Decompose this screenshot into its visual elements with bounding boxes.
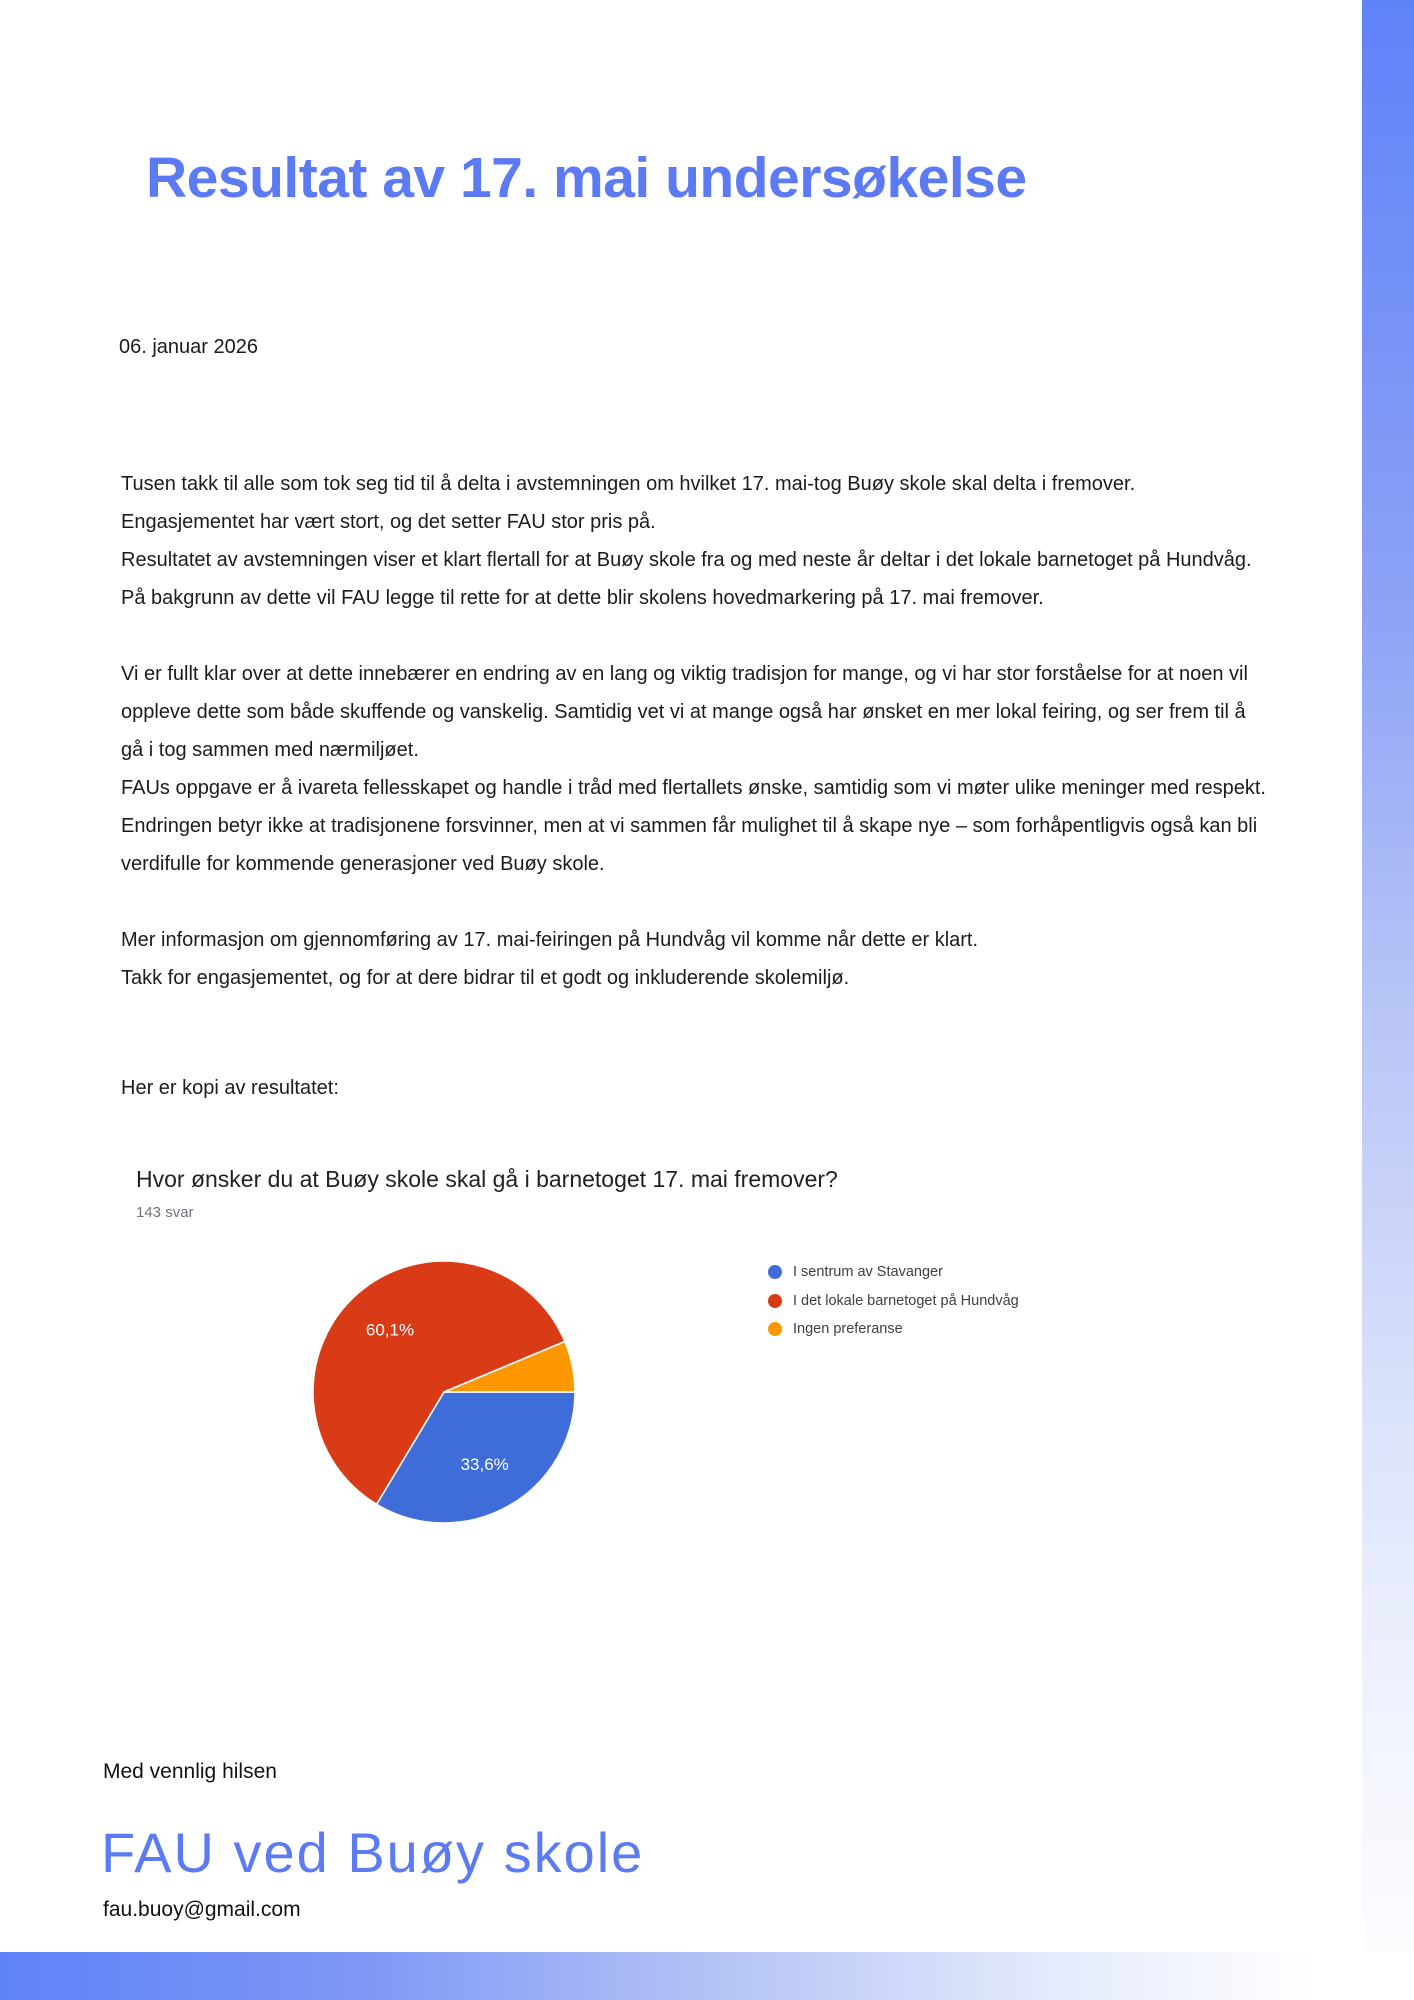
body-paragraph: Vi er fullt klar over at dette innebærer en endring av en lang og viktig tradisjon for mange, og vi har stor forståelse for at noen vil oppleve dette som både skuffende og vanskelig. Samtidig vet vi at mange også har ønsket en mer lokal feiring, og ser frem til å gå i tog sammen med nærmiljøet. FAUs oppgave er å ivareta fellesskapet og handle i tråd med flertallets ønske, samtidig som vi møter ulike meninger med respekt. Endringen betyr ikke at tradisjonene forsvinner, men at vi sammen får mulighet til å skape nye – som forhåpentligvis også kan bli verdifulle for kommende generasjoner ved Buøy skole. <box>121 663 1266 875</box>
pie-slice-label: 33,6% <box>460 1454 509 1474</box>
chart-legend <box>768 1258 1019 1344</box>
pie-slice-label: 60,1% <box>365 1320 415 1340</box>
legend-label: I sentrum av Stavanger <box>793 1264 943 1281</box>
legend-color-dot <box>768 1322 782 1336</box>
bottom-gradient-bar <box>0 1952 1414 2000</box>
legend-color-dot <box>768 1294 782 1308</box>
closing-line: Med vennlig hilsen <box>103 1760 277 1783</box>
legend-item <box>768 1315 1019 1344</box>
right-gradient-bar <box>1362 0 1414 2000</box>
chart-question-title: Hvor ønsker du at Buøy skole skal gå i barnetoget 17. mai fremover? <box>136 1166 838 1192</box>
body-paragraph: Tusen takk til alle som tok seg tid til å delta i avstemningen om hvilket 17. mai-tog Buøy skole skal delta i fremover. Engasjementet har vært stort, og det setter FAU stor pris på. Resultatet av avstemningen viser et klart flertall for at Buøy skole fra og med neste år deltar i det lokale barnetoget på Hundvåg. På bakgrunn av dette vil FAU legge til rette for at dette blir skolens hovedmarkering på 17. mai fremover. <box>121 473 1252 609</box>
email-address: fau.buoy@gmail.com <box>103 1898 301 1921</box>
body-paragraph: Mer informasjon om gjennomføring av 17. mai-feiringen på Hundvåg vil komme når dette er klart. Takk for engasjementet, og for at dere bidrar til et godt og inkluderende skolemiljø. <box>121 929 979 989</box>
body-text <box>121 465 1271 1035</box>
legend-item <box>768 1258 1019 1287</box>
signature-name: FAU ved Buøy skole <box>101 1821 645 1884</box>
pie-chart <box>310 1258 578 1526</box>
legend-item <box>768 1287 1019 1316</box>
pie-chart-container <box>310 1258 578 1526</box>
date-line: 06. januar 2026 <box>119 336 259 358</box>
legend-color-dot <box>768 1265 782 1279</box>
page-title: Resultat av 17. mai undersøkelse <box>146 146 1027 210</box>
results-intro: Her er kopi av resultatet: <box>121 1077 339 1099</box>
chart-response-count: 143 svar <box>136 1204 194 1221</box>
legend-label: I det lokale barnetoget på Hundvåg <box>793 1292 1019 1309</box>
legend-label: Ingen preferanse <box>793 1321 903 1338</box>
